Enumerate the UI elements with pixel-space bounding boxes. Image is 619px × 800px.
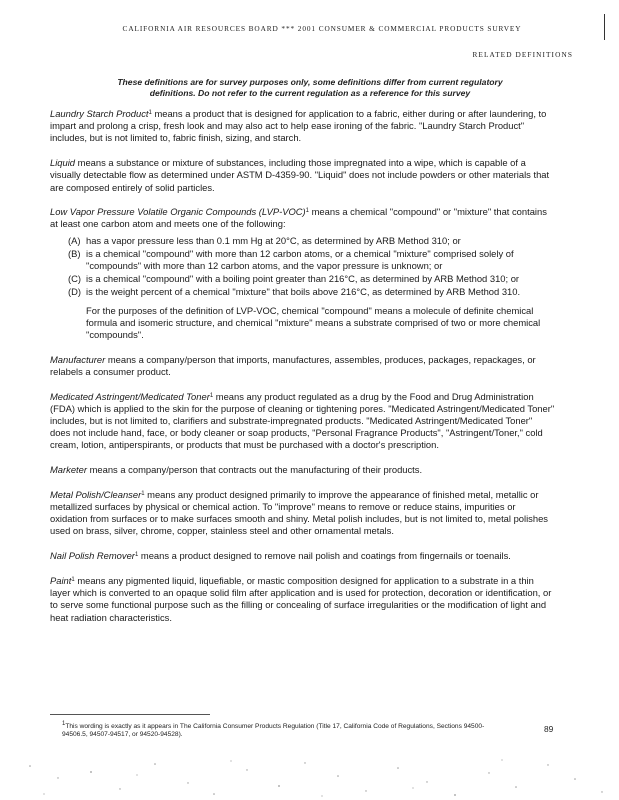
- footnote-ref: 1: [148, 110, 152, 116]
- definition-medicated-toner: [50, 391, 555, 452]
- definition-text: means any product regulated as a drug by the Food and Drug Administration (FDA) which is applied to the skin for the purpose of cleaning or tightening pores. "Medicated Astringent/Medicated Toner" includes, but is not limited to, clarifiers and substrate-impregnated products. "Medicated Astringent/Medicated Toner" does not include hand, face, or body cleaner or soap products, "Personal Fragrance Products", "Astringent/Toner," cold cream, lotion, antiperspirants, or products that must be purchased with a doctor's prescription.: [50, 390, 555, 451]
- definition-text: means a chemical "compound" or "mixture" that contains at least one carbon atom and meets one of the following:: [50, 206, 547, 230]
- definition-term: Metal Polish/Cleanser: [50, 488, 142, 500]
- list-item-label: (D): [68, 286, 82, 298]
- lvp-voc-closing-paragraph: For the purposes of the definition of LVP-VOC, chemical "compound" means a molecule of definite chemical formula and isomeric structure, and chemical "mixture" means a substrate comprised of two or more chemical "compounds".: [86, 304, 541, 341]
- lvp-voc-criteria-list: [68, 235, 555, 299]
- list-item: [68, 248, 555, 272]
- list-item: [68, 286, 555, 298]
- definition-metal-polish: [50, 489, 555, 538]
- definition-text: means a product that is designed for application to a fabric, either during or after laundering, to impart and prolong a crisp, fresh look and may also act to help ease ironing of the fabric. "Laundry Starch Product" includes, but is not limited to, fabric finish, sizing, and starch.: [50, 108, 547, 144]
- list-item: [68, 273, 555, 285]
- definitions-body: [50, 108, 555, 636]
- list-item-text: is a chemical "compound" with more than 12 carbon atoms, or a chemical "mixture" comprised solely of "compounds" with more than 12 carbon atoms, and the vapor pressure is unknown; or: [86, 247, 514, 272]
- footnote-marker: 1: [62, 721, 66, 727]
- disclaimer-line-1: These definitions are for survey purposes only, some definitions differ from current regulatory: [117, 77, 503, 87]
- definition-term: Liquid: [50, 157, 76, 169]
- definition-text: means any pigmented liquid, liquefiable, or mastic composition designed for application to a substrate in a thin layer which is converted to an opaque solid film after application and is used for protection, decoration or identification, or to serve some functional purpose such as the filling or concealing of surface irregularities or the modification of light and heat radiation characteristics.: [50, 574, 552, 623]
- definition-manufacturer: [50, 354, 555, 378]
- page-number: 89: [544, 724, 554, 734]
- definition-lvp-voc: [50, 206, 555, 230]
- definition-paint: [50, 575, 555, 624]
- list-item-label: (C): [68, 273, 82, 285]
- definition-laundry-starch: [50, 108, 555, 145]
- footnote-ref: 1: [305, 208, 310, 215]
- footnote-ref: 1: [134, 552, 139, 559]
- footnote-ref: 1: [71, 576, 75, 583]
- definition-text: means any product designed primarily to improve the appearance of finished metal, metallic or metallized surfaces by physical or chemical action. To "improve" means to remove or reduce stains, impurities or oxidation from surfaces or to make surfaces smooth and shiny. Metal polish includes, but is not limited to, metal polishes used on brass, silver, chrome, copper, stainless steel and other ornamental metals.: [50, 488, 548, 537]
- definition-term: Paint: [50, 574, 72, 586]
- disclaimer-line-2: definitions. Do not refer to the current regulation as a reference for this survey: [149, 88, 471, 98]
- scan-noise: [0, 758, 619, 800]
- section-label: RELATED DEFINITIONS: [472, 50, 573, 59]
- footnote-ref: 1: [141, 490, 145, 497]
- list-item-text: is the weight percent of a chemical "mixture" that boils above 216°C, as determined by ARB Method 310.: [86, 286, 521, 298]
- definition-text: means a substance or mixture of substances, including those impregnated into a wipe, which is capable of a visually detectable flow as determined under ASTM D-4359-90. "Liquid" does not include powders or other materials that are composed entirely of solid particles.: [50, 157, 550, 193]
- definition-term: Manufacturer: [50, 353, 106, 365]
- definition-text: means a company/person that imports, manufactures, assembles, produces, packages, repackages, or relabels a consumer product.: [50, 353, 536, 377]
- definition-text: means a product designed to remove nail polish and coatings from fingernails or toenails.: [138, 550, 511, 562]
- definition-term: Marketer: [50, 464, 87, 476]
- list-item-label: (B): [68, 247, 81, 259]
- footnote-text: This wording is exactly as it appears in The California Consumer Products Regulation (Title 17, California Code of Regulations, Sections 94500-94506.5, 94507-94517, or 94520-94528).: [62, 723, 485, 739]
- definition-marketer: [50, 464, 555, 476]
- footnote: [62, 723, 502, 740]
- list-item-text: has a vapor pressure less than 0.1 mm Hg at 20°C, as determined by ARB Method 310; or: [86, 234, 461, 246]
- definition-term: Laundry Starch Product: [50, 108, 149, 119]
- definition-text: means a company/person that contracts out the manufacturing of their products.: [87, 464, 423, 476]
- survey-disclaimer: [70, 77, 550, 99]
- definition-term: Nail Polish Remover: [50, 550, 135, 562]
- page-edge-mark: [604, 14, 605, 40]
- footnote-ref: 1: [209, 392, 214, 399]
- footnote-divider: [50, 714, 210, 715]
- definition-term: Low Vapor Pressure Volatile Organic Compounds (LVP-VOC): [50, 206, 306, 218]
- definition-nail-polish-remover: [50, 550, 555, 562]
- list-item-text: is a chemical "compound" with a boiling point greater than 216°C, as determined by ARB Method 310; or: [86, 273, 520, 285]
- list-item-label: (A): [68, 234, 81, 246]
- list-item: [68, 235, 555, 247]
- running-header: CALIFORNIA AIR RESOURCES BOARD *** 2001 CONSUMER & COMMERCIAL PRODUCTS SURVEY: [122, 24, 522, 33]
- definition-liquid: [50, 157, 555, 194]
- definition-term: Medicated Astringent/Medicated Toner: [50, 390, 210, 402]
